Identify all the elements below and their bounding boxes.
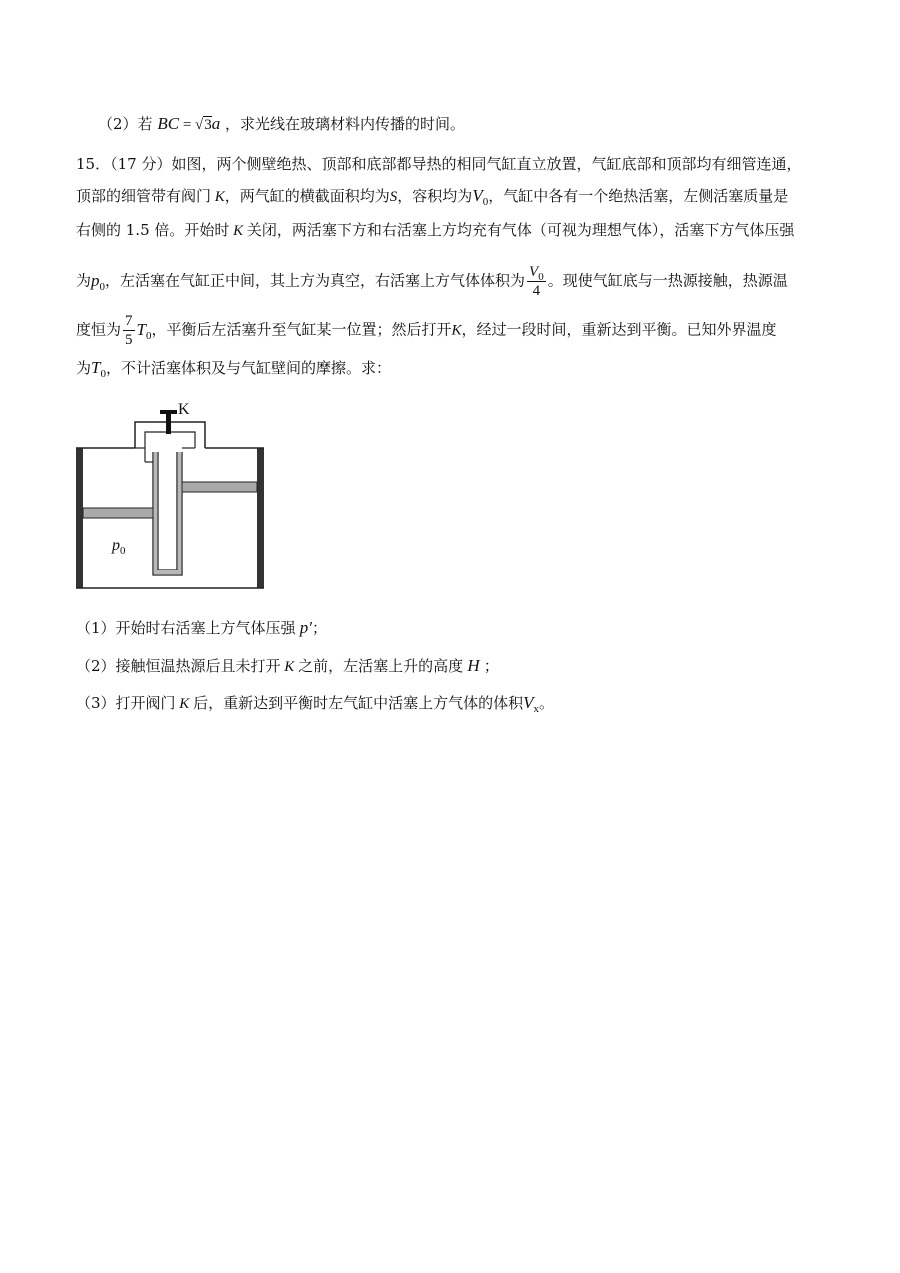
- var-v0: $V_0$: [472, 186, 489, 208]
- var-s: S: [389, 189, 398, 205]
- left-wall: [76, 448, 83, 588]
- text: ，平衡后左活塞升至气缸某一位置；然后打开: [151, 320, 452, 339]
- subq-3: [76, 693, 830, 714]
- fraction-v0-over-4: $\frac{V_0}{4}$: [529, 264, 544, 299]
- u-tube-inner: [158, 452, 177, 570]
- valve-handle: [160, 410, 177, 414]
- u-tube-hatch-left: [154, 452, 158, 574]
- formula-bc: BC: [157, 114, 180, 133]
- q15-line-5: [76, 312, 830, 349]
- var-k: K: [229, 223, 247, 239]
- q15-line-4: [76, 263, 830, 300]
- text: 之前，左活塞上升的高度: [298, 657, 464, 675]
- text: 顶部的细管带有阀门: [76, 187, 212, 205]
- u-tube-hatch-bottom: [154, 570, 181, 574]
- text: 为: [76, 271, 92, 290]
- var-k: K: [451, 322, 462, 339]
- text: 关闭，两活塞下方和右活塞上方均充有气体（可视为理想气体），活塞下方气体压强: [246, 221, 795, 239]
- q15-line-2: [76, 186, 830, 207]
- q15-line-3: [76, 220, 830, 241]
- text: （3）打开阀门: [76, 694, 176, 712]
- text: 。现使气缸底与一热源接触，热源温: [547, 271, 788, 290]
- text: （2）接触恒温热源后且未打开: [76, 657, 281, 675]
- text: ，两气缸的横截面积均为: [224, 187, 390, 205]
- prev-question-line: （2）若 BC = √3a ，求光线在玻璃材料内传播的时间。: [98, 114, 466, 133]
- var-h: H: [463, 656, 484, 675]
- text: ；: [312, 619, 328, 637]
- subq-2: [76, 656, 830, 677]
- var-t0: $T_0$: [136, 319, 152, 342]
- text: ；: [483, 657, 499, 675]
- text: ，容积均为: [397, 187, 473, 205]
- valve-stem: [166, 412, 171, 434]
- text: ，左活塞在气缸正中间，其上方为真空，右活塞上方气体体积为: [105, 271, 526, 290]
- u-tube-hatch-right: [178, 452, 182, 574]
- text: 。: [538, 694, 554, 712]
- var-k: K: [280, 659, 299, 675]
- var-vx: $V_x$: [523, 693, 539, 715]
- right-piston: [182, 482, 257, 492]
- text: ，气缸中各有一个绝热活塞，左侧活塞质量是: [488, 187, 789, 205]
- left-piston: [83, 508, 153, 518]
- pressure-label: $p_0$: [112, 537, 126, 557]
- right-wall: [257, 448, 264, 588]
- fraction-7-over-5: $\frac{7}{5}$: [125, 313, 133, 348]
- q15-line-1: 15．（17 分）如图，两个侧壁绝热、顶部和底部都导热的相同气缸直立放置，气缸底部和顶部均有细管连通，: [76, 155, 802, 173]
- formula-sqrt3: 3: [204, 117, 212, 133]
- cylinder-diagram: [70, 400, 270, 592]
- text: 右侧的 1.5 倍。开始时: [76, 221, 230, 239]
- text: 后，重新达到平衡时左气缸中活塞上方气体的体积: [193, 694, 524, 712]
- var-k: K: [211, 189, 225, 205]
- var-t0: $T_0$: [91, 358, 106, 380]
- text: （1）开始时右活塞上方气体压强: [76, 619, 296, 637]
- subq-1: [76, 618, 830, 638]
- prev-question-part: （2）若: [98, 115, 153, 133]
- var-p0: $p_0$: [91, 270, 106, 293]
- text: ，不计活塞体积及与气缸壁间的摩擦。求：: [105, 359, 391, 377]
- var-p-prime: p′: [295, 618, 313, 637]
- var-k: K: [175, 696, 194, 712]
- text: 为: [76, 359, 92, 377]
- prev-question-rest: ，求光线在玻璃材料内传播的时间。: [225, 115, 466, 133]
- text: ，经过一段时间，重新达到平衡。已知外界温度: [461, 320, 777, 339]
- text: 度恒为: [76, 320, 122, 339]
- q15-line-6: [76, 358, 830, 378]
- valve-label: K: [178, 401, 190, 418]
